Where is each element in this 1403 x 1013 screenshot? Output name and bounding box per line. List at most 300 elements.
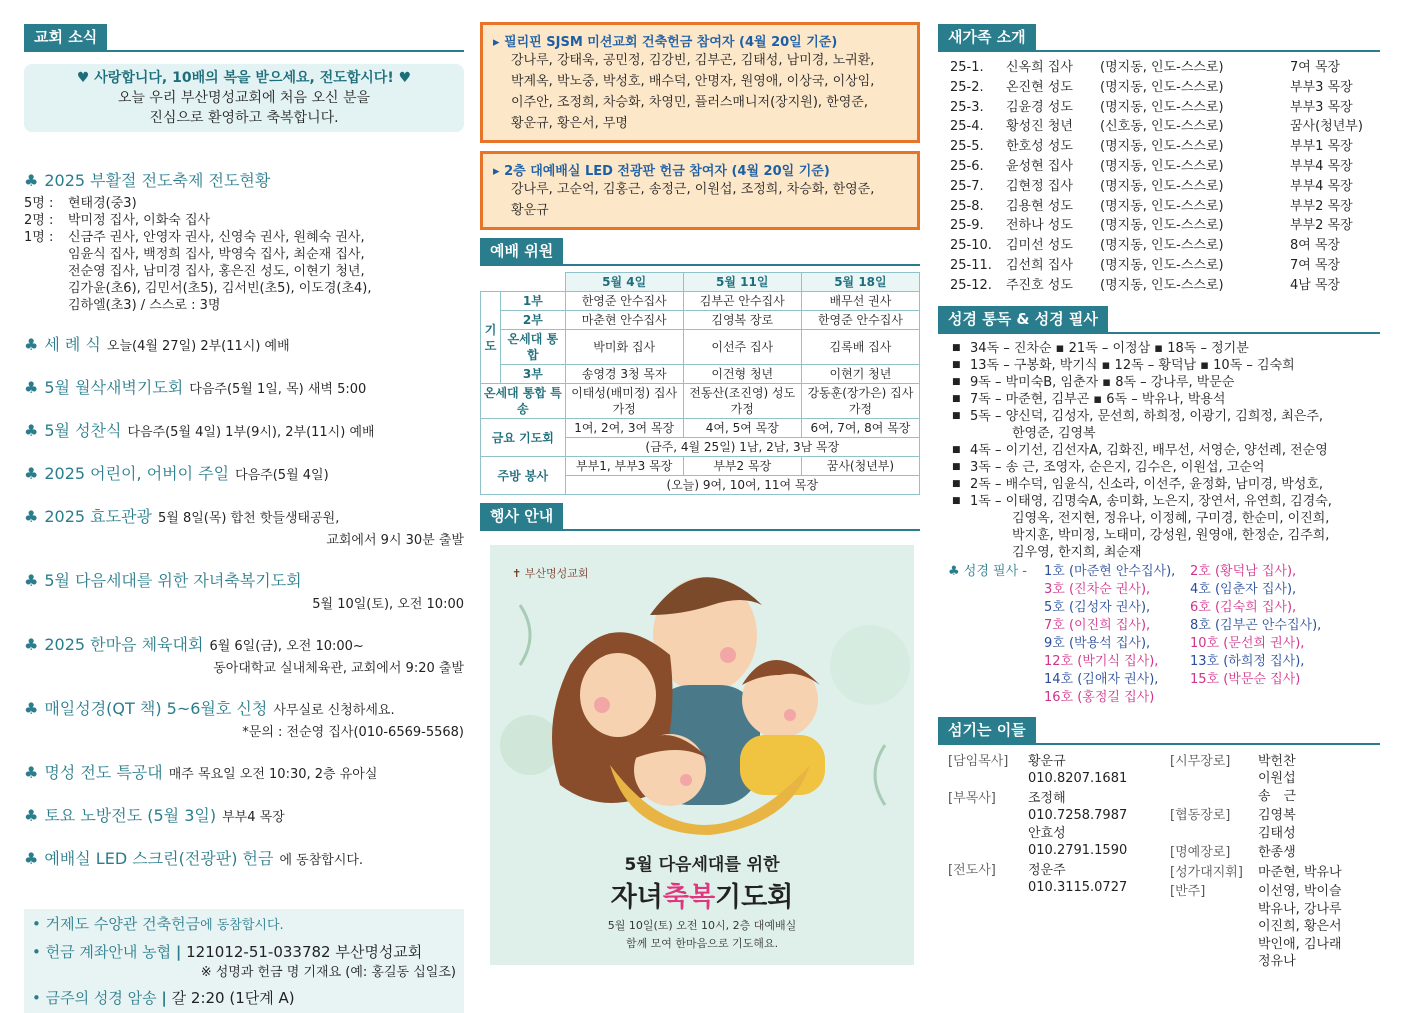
announcement-item [24,760,464,783]
pilsa-entry: 10호 (문선희 권사), [1190,635,1305,651]
newfamily-cell: 한호성 성도 [1006,139,1073,155]
newfamily-cell: (명지동, 인도-스스로) [1100,198,1224,214]
bullet-icon: ■ [952,478,961,489]
staff-names [1258,753,1296,806]
staff-title: 섬기는 이들 [938,717,1036,743]
announcement-detail: 에 동참합시다. [279,853,364,868]
staff-name: 이선영, 박이슬 [1258,884,1342,900]
table-cell: 송영경 3청 목자 [565,365,683,384]
staff-names [1258,864,1342,882]
announcement-item [24,568,464,591]
event-poster [490,545,914,965]
newfamily-cell: 25-7. [950,178,984,194]
bible-text: 1독 – 이태영, 김명숙A, 송미화, 노은지, 장연서, 유연희, 김경숙, [970,493,1332,509]
table-cell: 이선주 집사 [683,330,801,365]
announcement-title: 세 례 식 [44,335,101,354]
announcement-title: 예배실 LED 스크린(전광판) 헌금 [44,849,274,868]
date-header: 5월 18일 [801,273,919,292]
bullet-icon [952,425,970,442]
event-header [480,503,920,531]
table-cell: 박미화 집사 [565,330,683,365]
memory-verse-label: 금주의 성경 암송 [45,989,157,1007]
announcement-detail: 다음주(5월 1일, 목) 새벽 5:00 [189,382,367,397]
bible-row [952,340,1380,357]
announcement-item [24,332,464,355]
newfamily-title: 새가족 소개 [938,24,1036,50]
table-cell: 6여, 7여, 8여 목장 [801,419,919,438]
bible-text: 2독 – 배수덕, 임윤식, 신소라, 이선주, 윤정화, 남미경, 박성호, [970,476,1324,492]
name-line: 강나루, 강태욱, 공민정, 김강빈, 김부곤, 김태성, 남미경, 노귀환, [511,53,875,68]
pilsa-entry: 1호 (마준현 안수집사), [1044,563,1176,579]
newfamily-cell: 25-12. [950,277,992,293]
bullet-icon: ■ [952,461,961,472]
pilsa-row [1044,689,1321,707]
welcome-line: 진심으로 환영하고 축복합니다. [149,110,339,126]
bullet-icon: ■ [952,393,961,404]
right-column [938,0,1380,992]
announcement-detail: 다음주(5월 4일) 1부(9시), 2부(11시) 예배 [127,425,375,440]
newfamily-cell: 부부1 목장 [1290,139,1353,155]
newfamily-cell: (신호동, 인도-스스로) [1100,119,1224,135]
staff-role: [협동장로] [1170,808,1231,824]
easter-row [24,195,464,212]
easter-row [24,246,464,263]
easter-names: 박미정 집사, 이화숙 집사 [68,213,211,228]
bible-text: 5독 – 양신덕, 김성자, 문선희, 하희정, 이광기, 김희정, 최은주, [970,408,1324,424]
bible-text: 9독 – 박미숙B, 임춘자 ▪ 8독 – 강나루, 박문순 [970,374,1235,390]
bible-text: 4독 – 이기선, 김선자A, 김화진, 배무선, 서영순, 양선례, 전순영 [970,442,1328,458]
newfamily-cell: 25-9. [950,218,984,234]
club-icon: ♣ [24,699,39,718]
staff-role: [성가대지휘] [1170,864,1243,880]
club-icon: ♣ [24,171,39,190]
easter-count: 2명 : [24,213,54,228]
easter-names: 김하엘(초3) / 스스로 : 3명 [68,298,221,313]
staff-entry [1170,753,1380,806]
table-cell: 이건형 청년 [683,365,801,384]
easter-names: 김가윤(초6), 김민서(초5), 김서빈(초5), 이도경(초4), [68,281,372,296]
pilsa-entry: 14호 (김애자 권사), [1044,671,1159,687]
announcement-detail: 5월 8일(목) 합천 핫들생태공원, [157,511,340,526]
bible-row [952,391,1380,408]
newfamily-row [950,216,1370,236]
poster-date: 5월 10일(토) 오전 10시, 2층 대예배실 [607,919,797,932]
bible-text: 박지훈, 박미정, 노태미, 강성원, 원영애, 한정순, 김주희, [1012,527,1330,543]
newfamily-cell: 김미선 성도 [1006,238,1073,254]
newfamily-cell: (명지동, 인도-스스로) [1100,218,1224,234]
event-title: 행사 안내 [480,503,563,529]
newfamily-cell: 김선희 집사 [1006,257,1073,273]
bible-row [952,408,1380,425]
service-label: 3부 [501,365,566,384]
building-fund-line: • 거제도 수양관 건축헌금에 동참합시다. [32,915,284,933]
welcome-box [24,64,464,132]
staff-entry [948,753,1170,788]
newfamily-row [950,276,1370,296]
table-cell: 전동산(조진영) 성도 가정 [683,384,801,419]
newfamily-cell: 8여 목장 [1290,238,1341,254]
announcement-title: 토요 노방전도 (5월 3일) [44,806,217,825]
name-line: 이주안, 조정희, 차승화, 차영민, 플러스매니저(장지원), 한영준, [511,95,868,110]
announcement-title: 매일성경(QT 책) 5~6월호 신청 [44,699,268,718]
newfamily-cell: 꿈사(청년부) [1290,119,1363,135]
newfamily-cell: 25-1. [950,60,984,75]
table-cell: 한영준 안수집사 [565,292,683,311]
announcement-item [24,504,464,527]
bible-row [952,459,1380,476]
announcement-item [24,375,464,398]
led-offering-box [480,151,920,230]
staff-name: 송 근 [1258,788,1297,804]
announcement-title: 명성 전도 특공대 [44,763,163,782]
club-icon: ♣ [24,421,39,440]
newfamily-row [950,157,1370,177]
easter-count [24,246,68,263]
bullet-icon: ■ [952,342,961,353]
bible-row [952,493,1380,510]
staff-role: [명예장로] [1170,845,1231,861]
table-cell: 부부1, 부부3 목장 [565,457,683,476]
pilsa-block [948,563,1380,707]
date-header: 5월 4일 [565,273,683,292]
announcement-detail: 6월 6일(금), 오전 10:00~ [209,639,364,654]
newfamily-row [950,98,1370,118]
newfamily-cell: 25-4. [950,119,984,135]
bible-text: 3독 – 송 근, 조영자, 순은지, 김수은, 이원섭, 고순억 [970,459,1265,475]
bible-row [952,544,1380,561]
staff-name: 정운주 [1028,862,1066,878]
newfamily-table [950,58,1370,296]
easter-row [24,280,464,297]
easter-count [24,263,68,280]
table-cell: 이태성(배미정) 집사 가정 [565,384,683,419]
announcement-title: 2025 어린이, 어버이 주일 [44,464,230,483]
table-cell: (금주, 4월 25일) 1남, 2남, 3남 목장 [565,438,919,457]
worship-title: 예배 위원 [480,238,563,264]
mission-offering-box [480,22,920,143]
led-offering-names [493,179,907,221]
easter-count: 1명 : [24,230,54,245]
table-cell: 강동훈(장가은) 집사 가정 [801,384,919,419]
bottom-info-box [24,909,464,1013]
church-news-header [24,24,464,52]
staff-name: 조정해 [1028,790,1066,806]
memory-verse-line: • 금주의 성경 암송 | 갈 2:20 (1단계 A) [32,989,295,1007]
newfamily-row [950,137,1370,157]
staff-role: [담임목사] [948,753,1009,769]
club-icon: ♣ [24,635,39,654]
staff-entry [1170,807,1380,842]
easter-row [24,297,464,314]
newfamily-cell: (명지동, 인도-스스로) [1100,257,1224,273]
table-cell: 1여, 2여, 3여 목장 [565,419,683,438]
pilsa-entry: 12호 (박기식 집사), [1044,653,1159,669]
announcement-item [24,696,464,719]
announcement-detail: 오늘(4월 27일) 2부(11시) 예배 [106,339,290,354]
pilsa-entry: 4호 (임춘자 집사), [1190,581,1297,597]
bullet-icon: ■ [952,495,961,506]
announcement-item [24,632,464,655]
middle-column [480,0,920,992]
announcement-detail-right: 교회에서 9시 30분 출발 [326,533,464,548]
table-cell: (오늘) 9여, 10여, 11여 목장 [565,476,919,495]
newfamily-cell: 부부4 목장 [1290,158,1353,174]
poster-title: 자녀축복기도회 [610,882,794,913]
easter-title: 2025 부활절 전도축제 전도현황 [44,171,271,190]
table-cell: 이현기 청년 [801,365,919,384]
staff-name: 010.2791.1590 [1028,843,1128,859]
announcement-detail: 부부4 목장 [222,810,285,825]
bible-header [938,306,1380,334]
pilsa-row [1044,617,1321,635]
newfamily-cell: 25-2. [950,79,984,95]
newfamily-cell: (명지동, 인도-스스로) [1100,158,1224,174]
pilsa-row [1044,563,1321,581]
staff-name: 010.7258.7987 [1028,808,1128,824]
announcement-title: 5월 월삭새벽기도회 [44,378,184,397]
pilsa-row [1044,581,1321,599]
table-cell: 4여, 5여 목장 [683,419,801,438]
bible-row [952,425,1380,442]
newfamily-cell: (명지동, 인도-스스로) [1100,99,1224,115]
newfamily-cell: 25-5. [950,139,984,155]
pilsa-entry: 2호 (황덕남 집사), [1190,563,1297,579]
newfamily-cell: (명지동, 인도-스스로) [1100,238,1224,254]
announcement-detail: 매주 목요일 오전 10:30, 2층 유아실 [168,767,378,782]
memory-verse: 갈 2:20 (1단계 A) [171,989,295,1007]
staff-role: [시무장로] [1170,753,1231,769]
name-line: 강나루, 고순억, 김홍근, 송정근, 이원섭, 조정희, 차승화, 한영준, [511,182,875,197]
newfamily-row [950,256,1370,276]
staff-name: 박유나, 강나루 [1258,901,1342,917]
staff-names [1028,862,1127,897]
bullet-icon [952,527,970,544]
staff-entry [948,862,1170,897]
announcement-detail: 사무실로 신청하세요. [273,703,395,718]
newfamily-cell: 부부2 목장 [1290,198,1353,214]
pilsa-entry: 6호 (김숙희 집사), [1190,599,1297,615]
staff-name: 정유나 [1258,954,1296,970]
easter-names: 현태경(중3) [68,196,137,211]
bullet-icon [952,544,970,561]
bullet-icon [952,510,970,527]
service-label: 주방 봉사 [481,457,566,495]
pilsa-entry: 15호 (박문순 집사) [1190,671,1301,687]
staff-names [1258,844,1296,862]
service-label: 2부 [501,311,566,330]
newfamily-cell: 25-8. [950,198,984,214]
newfamily-cell: 부부2 목장 [1290,218,1353,234]
staff-entry [1170,844,1380,862]
pilsa-list [1044,563,1321,707]
newfamily-cell: 주진호 성도 [1006,277,1073,293]
newfamily-cell: 윤성현 집사 [1006,158,1073,174]
newfamily-cell: 7여 목장 [1290,257,1341,273]
bible-row [952,476,1380,493]
club-icon: ♣ [24,464,39,483]
staff-entry [1170,883,1380,971]
easter-names: 전순영 집사, 남미경 집사, 홍은진 성도, 이현기 청년, [68,264,365,279]
name-line: 박계옥, 박노중, 박성호, 배수덕, 안명자, 원영애, 이상국, 이상임, [511,74,875,89]
pilsa-entry: 16호 (홍정길 집사) [1044,689,1155,705]
staff-role: [전도사] [948,862,996,878]
newfamily-cell: 25-11. [950,257,992,273]
church-news-title: 교회 소식 [24,24,107,50]
newfamily-cell: 신옥희 집사 [1006,60,1073,75]
newfamily-header [938,24,1380,52]
club-icon: ♣ [24,763,39,782]
staff-name: 박헌찬 [1258,753,1296,769]
staff-section [948,753,1380,973]
staff-name: 마준현, 박유나 [1258,864,1342,880]
staff-name: 010.8207.1681 [1028,771,1128,787]
bible-row [952,357,1380,374]
bullet-icon: ■ [952,410,961,421]
prayer-label: 기도 [481,292,501,384]
bible-title: 성경 통독 & 성경 필사 [938,306,1108,332]
pilsa-entry: 13호 (하희정 집사), [1190,653,1305,669]
announcement-detail-right: 동아대학교 실내체육관, 교회에서 9:20 출발 [213,661,464,676]
table-cell: 마춘현 안수집사 [565,311,683,330]
club-icon: ♣ [24,335,39,354]
table-cell: 꿈사(청년부) [801,457,919,476]
easter-names: 임윤식 집사, 백정희 집사, 박영숙 집사, 최순재 집사, [68,247,365,262]
announcement-item [24,803,464,826]
bible-text: 한영준, 김영복 [1012,425,1096,441]
newfamily-row [950,58,1370,78]
newfamily-cell: 김현정 집사 [1006,178,1073,194]
building-fund-title: 거제도 수양관 건축헌금 [45,915,201,933]
pilsa-entry: 8호 (김부곤 안수집사), [1190,617,1322,633]
table-cell: 부부2 목장 [683,457,801,476]
service-label: 금요 기도회 [481,419,566,457]
staff-name: 박인애, 김나래 [1258,936,1342,952]
mission-offering-names [493,50,907,134]
newfamily-cell: 부부3 목장 [1290,79,1353,95]
church-news-column [24,0,464,1007]
staff-names [1258,883,1342,971]
easter-count [24,297,68,314]
easter-count: 5명 : [24,196,54,211]
account-note: ※ 성명과 헌금 명 기재요 (예: 홍길동 십일조) [200,965,456,980]
account-label: 헌금 계좌안내 농협 [45,943,172,961]
club-icon: ♣ [24,378,39,397]
newfamily-row [950,117,1370,137]
poster-logo: ✝ 부산명성교회 [512,567,589,580]
poster-message: 함께 모여 한마음으로 기도해요. [625,937,779,950]
newfamily-cell: 7여 목장 [1290,60,1341,75]
bible-row [952,374,1380,391]
staff-names [1028,790,1127,860]
staff-name: 김태성 [1258,825,1296,841]
pilsa-row [1044,653,1321,671]
led-offering-title: ▸ 2층 대예배실 LED 전광판 헌금 참여자 (4월 20일 기준) [493,164,830,179]
staff-name: 이원섭 [1258,771,1296,787]
announcement-item [24,461,464,484]
bible-reading-list [952,340,1380,561]
easter-list [24,195,464,314]
easter-row [24,263,464,280]
newfamily-row [950,177,1370,197]
date-header: 5월 11일 [683,273,801,292]
table-cell: 김영복 장로 [683,311,801,330]
bible-row [952,510,1380,527]
newfamily-cell: 온진현 성도 [1006,79,1073,95]
bible-text: 34독 – 진차순 ▪ 21독 – 이정삼 ▪ 18독 – 정기분 [970,340,1249,356]
staff-names [1258,807,1296,842]
staff-left [948,753,1170,973]
pilsa-entry: 9호 (박용석 집사), [1044,635,1151,651]
pilsa-entry: 5호 (김성자 권사), [1044,599,1151,615]
staff-entry [1170,864,1380,882]
name-line: 황운규, 황은서, 무명 [511,116,628,131]
newfamily-cell: 4남 목장 [1290,277,1341,293]
table-cell: 김부곤 안수집사 [683,292,801,311]
announcement-detail: 다음주(5월 4일) [235,468,329,483]
bible-text: 13독 – 구봉화, 박기식 ▪ 12독 – 황덕남 ▪ 10독 – 김숙희 [970,357,1295,373]
staff-role: [부목사] [948,790,996,806]
newfamily-cell: 전하나 성도 [1006,218,1073,234]
table-cell: 김록배 집사 [801,330,919,365]
staff-right [1170,753,1380,973]
welcome-headline: ♥ 사랑합니다, 10배의 복을 받으세요, 전도합시다! ♥ [76,70,412,86]
staff-name: 김영복 [1258,808,1296,824]
newfamily-cell: 황성진 청년 [1006,119,1073,135]
staff-name: 황운규 [1028,753,1066,769]
worship-table [480,272,920,495]
poster-subtitle: 5월 다음세대를 위한 [624,855,780,875]
announcement-detail-right: *문의 : 전순영 집사(010-6569-5568) [242,725,464,740]
pilsa-row [1044,635,1321,653]
pilsa-entry: 3호 (진차순 권사), [1044,581,1151,597]
newfamily-cell: (명지동, 인도-스스로) [1100,277,1224,293]
club-icon: ♣ [24,507,39,526]
announcement-title: 5월 다음세대를 위한 자녀축복기도회 [44,571,302,590]
newfamily-cell: 25-6. [950,158,984,174]
mission-offering-title: ▸ 필리핀 SJSM 미션교회 건축헌금 참여자 (4월 20일 기준) [493,35,838,50]
bullet-icon: ■ [952,444,961,455]
pilsa-entry: 7호 (이진희 집사), [1044,617,1151,633]
newfamily-cell: (명지동, 인도-스스로) [1100,139,1224,155]
pilsa-row [1044,599,1321,617]
easter-row [24,212,464,229]
service-label: 1부 [501,292,566,311]
newfamily-cell: 25-10. [950,238,992,254]
name-line: 황운규 [511,203,549,218]
bullet-icon: ■ [952,359,961,370]
newfamily-cell: 25-3. [950,99,984,115]
easter-row [24,229,464,246]
newfamily-cell: (명지동, 인도-스스로) [1100,178,1224,194]
staff-name: 안효성 [1028,825,1066,841]
announcement-item [24,846,464,869]
newfamily-cell: 부부3 목장 [1290,99,1353,115]
bible-text: 7독 – 마준현, 김부곤 ▪ 6독 – 박유나, 박용석 [970,391,1226,407]
staff-name: 한종생 [1258,845,1296,861]
table-cell: 배무선 권사 [801,292,919,311]
service-label: 온세대 통합 특송 [481,384,566,419]
announcement-title: 2025 한마음 체육대회 [44,635,204,654]
bullet-icon: ■ [952,376,961,387]
announcement-detail-right: 5월 10일(토), 오전 10:00 [312,597,464,612]
club-icon: ♣ [24,571,39,590]
bible-text: 김우영, 한지희, 최순재 [1012,544,1142,560]
announcement-list [24,332,464,869]
easter-title-row [24,168,464,191]
staff-entry [948,790,1170,860]
account-line: • 헌금 계좌안내 농협 | 121012-51-033782 부산명성교회 [32,943,423,961]
newfamily-row [950,236,1370,256]
